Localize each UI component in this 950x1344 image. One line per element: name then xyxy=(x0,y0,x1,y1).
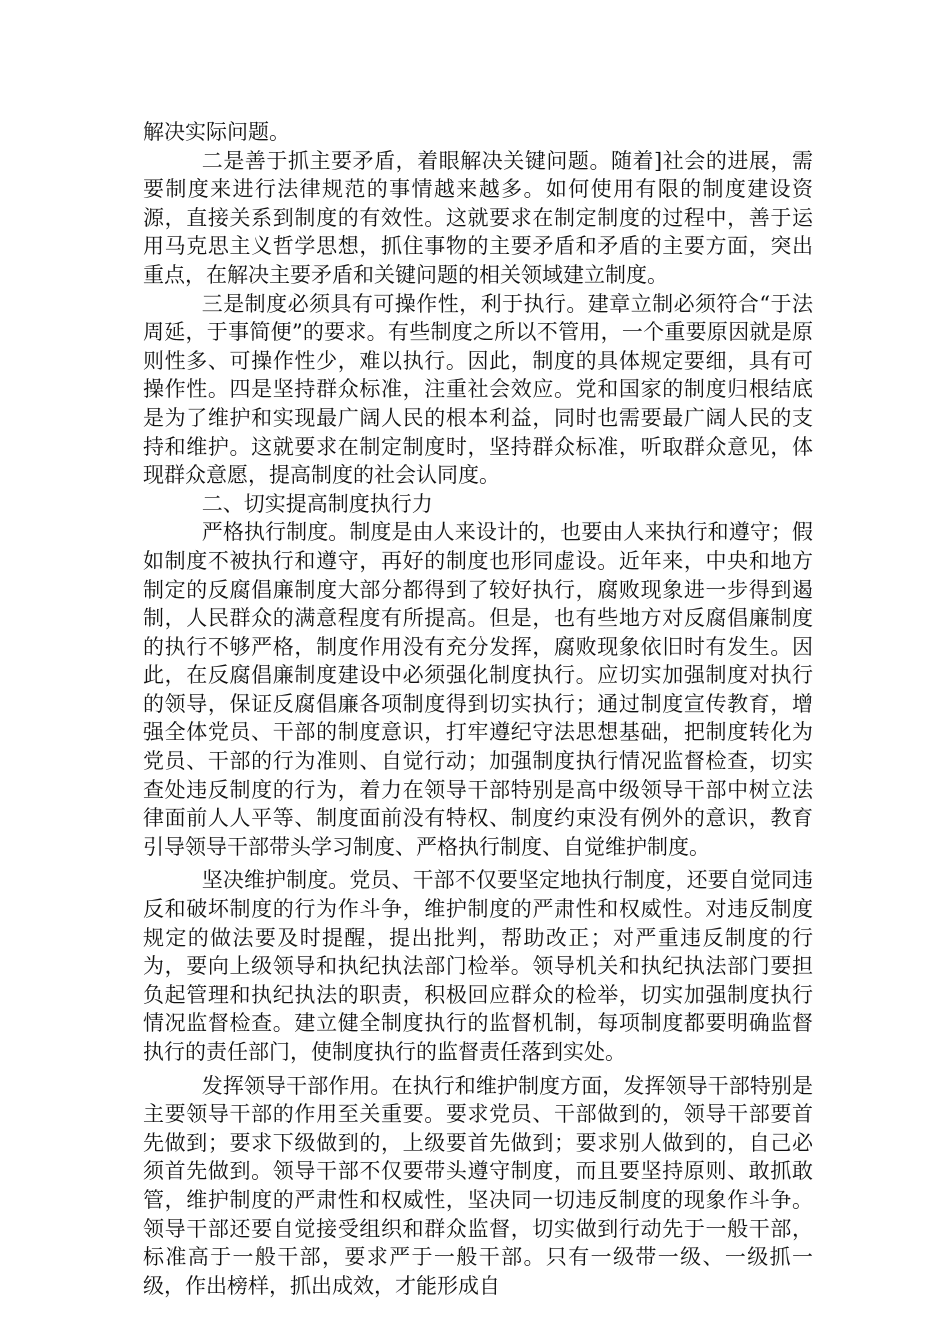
paragraph-operability: 三是制度必须具有可操作性，利于执行。建章立制必须符合“于法周延，于事简便”的要求。有些制度之所以不管用，一个重要原因就是原则性多、可操作性少，难以执行。因此，制度的具体规定要细，具有可操作性。四是坚持群众标准，注重社会效应。党和国家的制度归根结底是为了维护和实现最广阔人民的根本利益，同时也需要最广阔人民的支持和维护。这就要求在制定制度时，坚持群众标准，听取群众意见，体现群众意愿，提高制度的社会认同度。 xyxy=(143,291,813,488)
paragraph-leader-role: 发挥领导干部作用。在执行和维护制度方面，发挥领导干部特别是主要领导干部的作用至关重要。要求党员、干部做到的，领导干部要首先做到；要求下级做到的，上级要首先做到；要求别人做到的，自己必须首先做到。领导干部不仅要带头遵守制度，而且要坚持原则、敢抓敢管，维护制度的严肃性和权威性，坚决同一切违反制度的现象作斗争。领导干部还要自觉接受组织和群众监督，切实做到行动先于一般干部，标准高于一般干部，要求严于一般干部。只有一级带一级、一级抓一级，作出榜样，抓出成效，才能形成自 xyxy=(143,1073,813,1298)
section-heading: 二、切实提高制度执行力 xyxy=(201,491,433,516)
document-page xyxy=(143,118,813,1300)
paragraph-firm-maintenance: 坚决维护制度。党员、干部不仅要坚定地执行制度，还要自觉同违反和破坏制度的行为作斗争，维护制度的严肃性和权威性。对违反制度规定的做法要及时提醒，提出批判，帮助改正；对严重违反制度的行为，要向上级领导和执纪执法部门检举。领导机关和执纪执法部门要担负起管理和执纪执法的职责，积极回应群众的检举，切实加强制度执行情况监督检查。建立健全制度执行的监督机制，每项制度都要明确监督执行的责任部门，使制度执行的监督责任落到实处。 xyxy=(143,868,813,1064)
paragraph-continuation: 解决实际问题。 xyxy=(143,120,290,144)
paragraph-key-problems: 二是善于抓主要矛盾，着眼解决关键问题。随着]社会的进展，需要制度来进行法律规范的事情越来越多。如何使用有限的制度建设资源，直接关系到制度的有效性。这就要求在制定制度的过程中，善于运用马克思主义哲学思想，抓住事物的主要矛盾和矛盾的主要方面，突出重点，在解决主要矛盾和关键问题的相关领域建立制度。 xyxy=(143,148,813,287)
paragraph-strict-execution: 严格执行制度。制度是由人来设计的，也要由人来执行和遵守；假如制度不被执行和遵守，再好的制度也形同虚设。近年来，中央和地方制定的反腐倡廉制度大部分都得到了较好执行，腐败现象进一步得到遏制，人民群众的满意程度有所提高。但是，也有些地方对反腐倡廉制度的执行不够严格，制度作用没有充分发挥，腐败现象依旧时有发生。因此，在反腐倡廉制度建设中必须强化制度执行。应切实加强制度对执行的领导，保证反腐倡廉各项制度得到切实执行；通过制度宣传教育，增强全体党员、干部的制度意识，打牢遵纪守法思想基础，把制度转化为党员、干部的行为准则、自觉行动；加强制度执行情况监督检查，切实查处违反制度的行为，着力在领导干部特别是高中级领导干部中树立法律面前人人平等、制度面前没有特权、制度约束没有例外的意识，教育引导领导干部带头学习制度、严格执行制度、自觉维护制度。 xyxy=(143,520,813,859)
